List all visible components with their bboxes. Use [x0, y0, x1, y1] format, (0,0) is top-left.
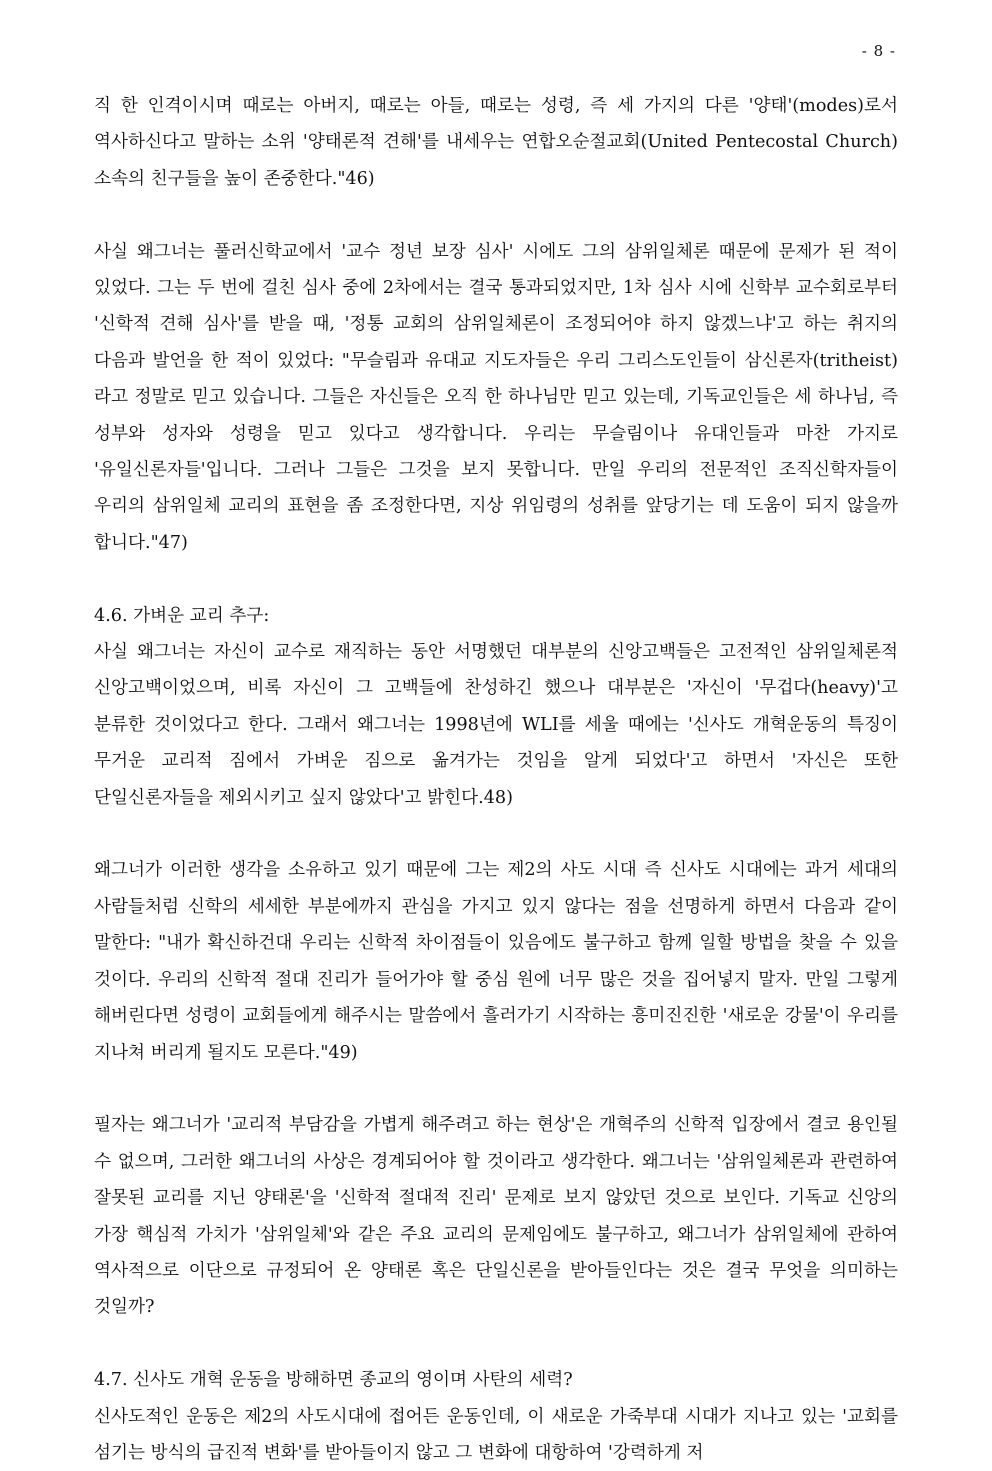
page-number: - 8 -	[861, 42, 896, 60]
paragraph-tenure-review: 사실 왜그너는 풀러신학교에서 '교수 정년 보장 심사' 시에도 그의 삼위일체론 때문에 문제가 된 적이 있었다. 그는 두 번에 걸친 심사 중에 2차에서는 결국 통과되었지만, 1차 심사 시에 신학부 교수회로부터 '신학적 견해 심사'를 받을 때, '정통 교회의 삼위일체론이 조정되어야 하지 않겠느냐'고 하는 취지의 다음과 발언을 한 적이 있었다: "무슬림과 유대교 지도자들은 우리 그리스도인들이 삼신론자(tritheist)라고 정말로 믿고 있습니다. 그들은 자신들은 오직 한 하나님만 믿고 있는데, 기독교인들은 세 하나님, 즉 성부와 성자와 성령을 믿고 있다고 생각합니다. 우리는 무슬림이나 유대인들과 마찬 가지로 '유일신론자들'입니다. 그러나 그들은 그것을 보지 못합니다. 만일 우리의 전문적인 조직신학자들이 우리의 삼위일체 교리의 표현을 좀 조정한다면, 지상 위임령의 성취를 앞당기는 데 도움이 되지 않을까 합니다."47)	[94, 241, 898, 553]
section-heading-4-6: 4.6. 가벼운 교리 추구:	[94, 605, 270, 626]
paragraph-gap	[94, 561, 898, 597]
paragraph-author-critique: 필자는 왜그너가 '교리적 부담감을 가볍게 해주려고 하는 현상'은 개혁주의 신학적 입장에서 결코 용인될 수 없으며, 그러한 왜그너의 사상은 경계되어야 할 것이라고 생각한다. 왜그너는 '삼위일체론과 관련하여 잘못된 교리를 지닌 양태론'을 '신학적 절대적 진리' 문제로 보지 않았던 것으로 보인다. 기독교 신앙의 가장 핵심적 가치가 '삼위일체'와 같은 주요 교리의 문제임에도 불구하고, 왜그너가 삼위일체에 관하여 역사적으로 이단으로 규정되어 온 양태론 혹은 단일신론을 받아들인다는 것은 결국 무엇을 의미하는 것일까?	[94, 1115, 898, 1318]
paragraph-new-river: 왜그너가 이러한 생각을 소유하고 있기 때문에 그는 제2의 사도 시대 즉 신사도 시대에는 과거 세대의 사람들처럼 신학의 세세한 부분에까지 관심을 가지고 있지 않다는 점을 선명하게 하면서 다음과 같이 말한다: "내가 확신하건대 우리는 신학적 차이점들이 있음에도 불구하고 함께 일할 방법을 찾을 수 있을 것이다. 우리의 신학적 절대 진리가 들어가야 할 중심 원에 너무 많은 것을 집어넣지 말자. 만일 그렇게 해버린다면 성령이 교회들에게 해주시는 말씀에서 흘러가기 시작하는 흥미진진한 '새로운 강물'이 우리를 지나쳐 버리게 될지도 모른다."49)	[94, 860, 898, 1063]
paragraph-modalism-friends: 직 한 인격이시며 때로는 아버지, 때로는 아들, 때로는 성령, 즉 세 가지의 다른 '양태'(modes)로서 역사하신다고 말하는 소위 '양태론적 견해'를 내세우는 연합오순절교회(United Pentecostal Church) 소속의 친구들을 높이 존중한다."46)	[94, 96, 898, 189]
paragraph-gap	[94, 816, 898, 852]
paragraph-gap	[94, 197, 898, 233]
paragraph-light-doctrine: 사실 왜그너는 자신이 교수로 재직하는 동안 서명했던 대부분의 신앙고백들은 고전적인 삼위일체론적 신앙고백이었으며, 비록 자신이 그 고백들에 찬성하긴 했으나 대부분은 '자신이 '무겁다(heavy)'고 분류한 것이었다고 한다. 그래서 왜그너는 1998년에 WLI를 세울 때에는 '신사도 개혁운동의 특징이 무거운 교리적 짐에서 가벼운 짐으로 옮겨가는 것임을 알게 되었다'고 하면서 '자신은 또한 단일신론자들을 제외시키고 싶지 않았다'고 밝힌다.48)	[94, 642, 898, 808]
paragraph-gap	[94, 1326, 898, 1362]
section-heading-4-7: 4.7. 신사도 개혁 운동을 방해하면 종교의 영이며 사탄의 세력?	[94, 1370, 573, 1391]
paragraph-new-apostolic-movement: 신사도적인 운동은 제2의 사도시대에 접어든 운동인데, 이 새로운 가죽부대 시대가 지나고 있는 '교회를 섬기는 방식의 급진적 변화'를 받아들이지 않고 그 변화에 대항하여 '강력하게 저	[94, 1406, 898, 1463]
document-body	[94, 88, 898, 1471]
paragraph-gap	[94, 1071, 898, 1107]
